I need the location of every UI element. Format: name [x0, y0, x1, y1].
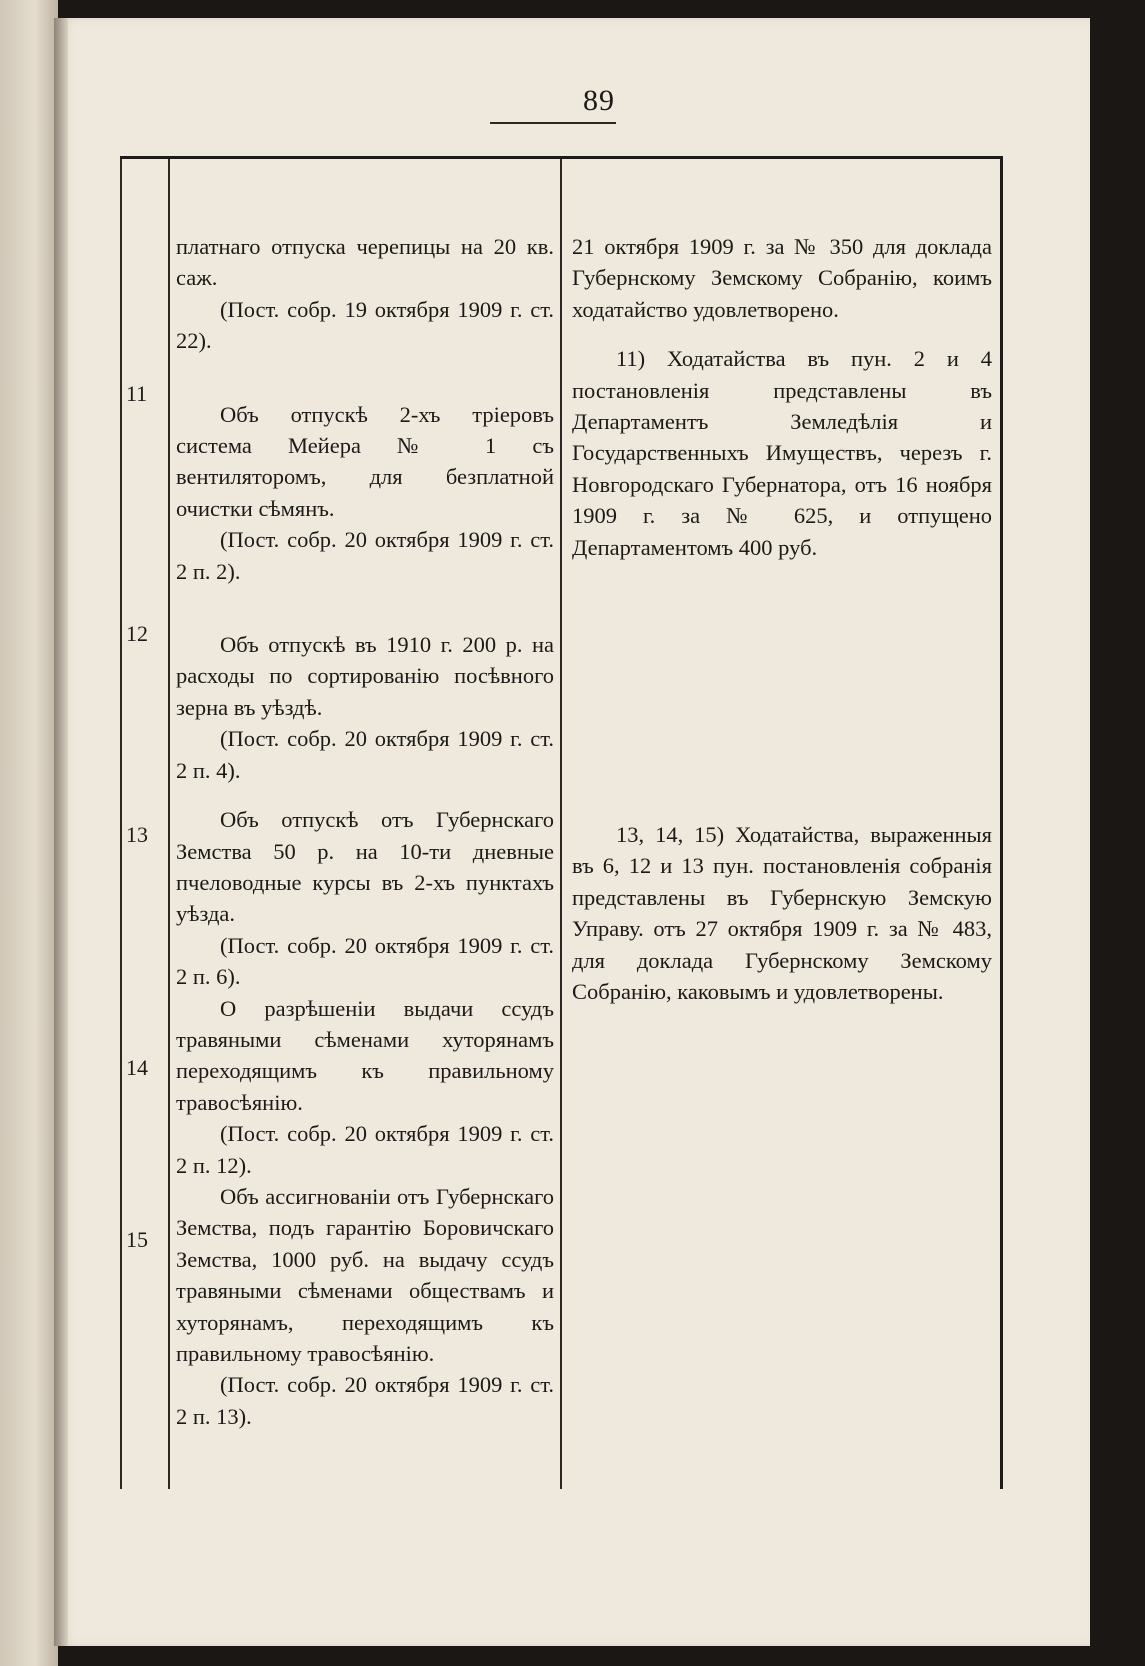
page-fold: [54, 18, 68, 1646]
resolution-13-15-text: 13, 14, 15) Ходатайства, выраженныя въ 6, 12 и 13 пун. постановленія собранія представлены въ Губернскую Земскую Управу. отъ 27 октября 1909 г. за № 483, для доклада Губернскому Земскому Собранію, каковымъ и удовлетворены.: [572, 822, 992, 1005]
entry-13-reference: (Пост. собр. 20 октября 1909 г. ст. 2 п. 6).: [176, 932, 554, 990]
row-number-15: 15: [126, 1227, 148, 1252]
table-divider-number: [168, 159, 170, 1489]
records-table: [120, 156, 1003, 1489]
page-number-rule: [490, 122, 616, 124]
entry-12-reference: (Пост. собр. 20 октября 1909 г. ст. 2 п. 4).: [176, 726, 554, 783]
page-number: 89: [583, 84, 615, 117]
entry-10-reference: (Пост. собр. 19 октября 1909 г. ст. 22).: [176, 296, 554, 354]
row-number-14: 14: [126, 1055, 148, 1080]
entry-11-text: Объ отпускѣ 2-хъ тріеровъ система Мейера № 1 съ вентиляторомъ, для безплатной очистки сѣмянъ.: [176, 401, 554, 521]
document-page: [54, 18, 1090, 1646]
table-border-left: [120, 159, 122, 1489]
entry-14-text: О разрѣшеніи выдачи ссудъ травяными сѣменами хуторянамъ переходящимъ къ правильному травосѣянію.: [176, 995, 554, 1115]
row-number-11: 11: [126, 381, 148, 406]
resolution-10-text: 21 октября 1909 г. за № 350 для доклада Губернскому Земскому Собранію, коимъ ходатайство удовлетворено.: [572, 234, 992, 322]
middle-column: [176, 231, 554, 1432]
entry-15-reference: (Пост. собр. 20 октября 1909 г. ст. 2 п. 13).: [176, 1372, 554, 1429]
row-number-12: 12: [126, 621, 148, 646]
previous-page-edge: [0, 0, 58, 1666]
right-column: [572, 231, 992, 1008]
entry-12-text: Объ отпускѣ въ 1910 г. 200 р. на расходы по сортированію посѣвного зерна въ уѣздѣ.: [176, 632, 554, 720]
table-divider-middle: [560, 159, 562, 1489]
row-number-13: 13: [126, 822, 148, 847]
entry-14-reference: (Пост. собр. 20 октября 1909 г. ст. 2 п. 12).: [176, 1121, 554, 1178]
entry-15-text: Объ ассигнованіи отъ Губернскаго Земства, подъ гарантію Боровичскаго Земства, 1000 руб. на выдачу ссудъ травяными сѣменами обществамъ и хуторянамъ, переходящимъ къ правильному травосѣянію.: [176, 1183, 554, 1366]
entry-11-reference: (Пост. собр. 20 октября 1909 г. ст. 2 п. 2).: [176, 527, 554, 584]
entry-13-text: Объ отпускѣ отъ Губернскаго Земства 50 р. на 10-ти дневные пчеловодные курсы въ 2-хъ пунктахъ уѣзда.: [176, 807, 554, 927]
entry-10-text: платнаго отпуска черепицы на 20 кв. саж.: [176, 234, 554, 291]
resolution-11-text: 11) Ходатайства въ пун. 2 и 4 постановленія представлены въ Департаментъ Земледѣлія и Государственныхъ Имуществъ, черезъ г. Новгородскаго Губернатора, отъ 16 ноября 1909 г. за № 625, и отпущено Департаментомъ 400 руб.: [572, 346, 992, 560]
